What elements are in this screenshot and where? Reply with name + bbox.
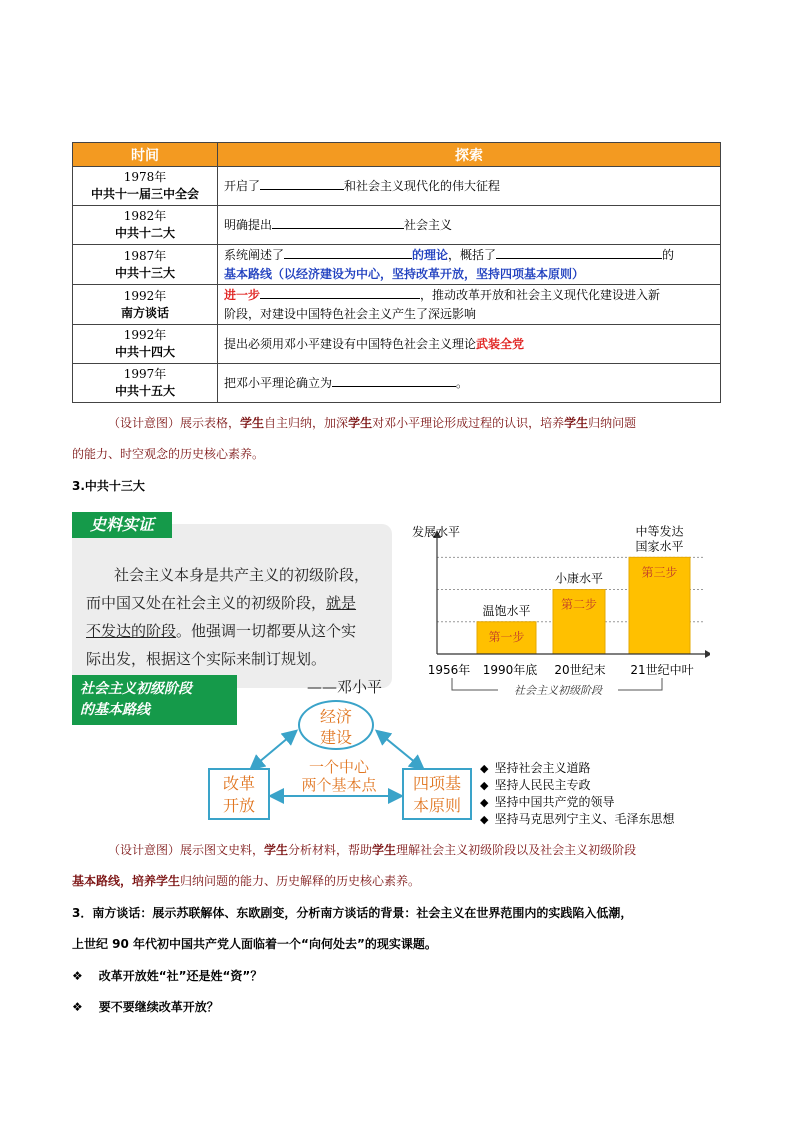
x-tick-label: 21世纪中叶 xyxy=(630,663,694,677)
economic-construction-oval xyxy=(298,700,374,750)
section-text: 3．南方谈话：展示苏联解体、东欧剧变，分析南方谈话的背景：社会主义在世界范围内的实践陷入低潮， xyxy=(72,906,633,920)
bracket-label: 社会主义初级阶段 xyxy=(514,684,602,697)
year-text: 1992年 xyxy=(123,288,167,303)
cell-text: 。 xyxy=(456,376,469,390)
chart-bars xyxy=(477,523,690,654)
cell-text: 的 xyxy=(662,248,675,262)
org-text: 中共十二大 xyxy=(114,226,175,240)
quote-line: 社会主义本身是共产主义的初级阶段， xyxy=(114,566,370,584)
table-row xyxy=(73,206,721,245)
level-name: 中等发达 xyxy=(635,524,684,539)
intent-text: 学生 xyxy=(264,843,289,857)
intent-text: 基本路线，培养 xyxy=(72,874,157,888)
intent-text: 学生 xyxy=(156,874,181,888)
principles-list xyxy=(480,760,674,828)
exploration-cell xyxy=(218,364,721,403)
fill-blank[interactable] xyxy=(496,245,662,259)
list-item: ◆ 坚持中国共产党的领导 xyxy=(480,794,674,811)
year-text: 1992年 xyxy=(123,328,167,342)
oval-text: 经济 xyxy=(319,707,352,726)
intent-text: 分析材料，帮助 xyxy=(288,843,373,857)
fill-blank[interactable] xyxy=(272,215,404,229)
intent-text: 学生 xyxy=(240,416,265,430)
exploration-table xyxy=(72,142,721,403)
year-text: 1997年 xyxy=(123,367,167,381)
box-text: 四项基 xyxy=(412,774,461,793)
cell-text: 明确提出 xyxy=(224,218,273,232)
cell-text: 阶段，对建设中国特色社会主义产生了深远影响 xyxy=(224,307,477,321)
x-tick-label: 1956年 xyxy=(427,663,471,677)
exploration-cell xyxy=(218,285,721,325)
box-text: 开放 xyxy=(222,796,255,815)
cell-text-blue: 基本路线（以经济建设为中心，坚持改革开放，坚持四项基本原则） xyxy=(224,267,585,281)
fill-blank[interactable] xyxy=(332,373,456,387)
four-principles-box xyxy=(402,768,472,820)
cell-text-red: 武装全党 xyxy=(476,336,525,351)
exploration-cell xyxy=(218,206,721,245)
list-item: ◆ 坚持人民民主专政 xyxy=(480,777,674,794)
box-text: 改革 xyxy=(222,774,255,793)
cell-text: 社会主义 xyxy=(404,218,453,232)
table-header-row xyxy=(73,143,721,167)
fill-blank[interactable] xyxy=(284,245,412,259)
cell-text-red: 进一步 xyxy=(224,288,261,302)
quote-underlined: 就是 xyxy=(326,594,357,612)
cell-text: 和社会主义现代化的伟大征程 xyxy=(344,179,501,193)
year-text: 1987年 xyxy=(123,248,167,263)
table-row xyxy=(73,245,721,285)
x-axis-arrow xyxy=(705,650,710,658)
quote-line: 际出发，根据这个实际来制订规划。 xyxy=(86,650,327,668)
section-text: 上世纪 90 年代初中国共产党人面临着一个“向何处去”的现实课题。 xyxy=(72,937,437,951)
quote-line: 。他强调一切都要从这个实 xyxy=(176,622,357,640)
cell-text: 系统阐述了 xyxy=(224,248,285,262)
box-text: 本原则 xyxy=(412,796,461,815)
oval-text: 建设 xyxy=(319,728,352,747)
level-name: 国家水平 xyxy=(635,539,684,554)
step-label: 第一步 xyxy=(488,629,525,644)
reform-opening-box xyxy=(208,768,270,820)
question-text: 要不要继续改革开放？ xyxy=(98,1000,219,1014)
time-cell xyxy=(73,245,218,285)
time-cell xyxy=(73,167,218,206)
exploration-cell xyxy=(218,245,721,285)
intent-text: （设计意图）展示图文史料， xyxy=(108,843,265,857)
tag-line: 社会主义初级阶段 xyxy=(80,681,192,697)
time-cell xyxy=(73,285,218,325)
tag-line: 的基本路线 xyxy=(80,702,150,718)
cell-text: 把邓小平理论确立为 xyxy=(224,376,333,390)
table-row xyxy=(73,325,721,364)
cell-text-blue: 的理论 xyxy=(412,248,449,262)
intent-text: 归纳问题 xyxy=(588,416,637,430)
intent-text: 展示表格， xyxy=(180,416,241,430)
table-row xyxy=(73,364,721,403)
development-chart xyxy=(400,516,710,706)
fill-blank[interactable] xyxy=(260,176,344,190)
header-time: 时间 xyxy=(73,143,218,167)
y-axis-label: 发展水平 xyxy=(412,525,461,539)
level-name: 温饱水平 xyxy=(482,603,531,618)
question-item xyxy=(72,967,262,984)
intent-text: 理解社会主义初级阶段以及社会主义初级阶段 xyxy=(396,843,637,857)
cell-text: ，概括了 xyxy=(448,248,497,262)
southern-talk-section xyxy=(72,898,732,960)
quote-author: ——邓小平 xyxy=(306,678,382,696)
diamond-bullet-icon: ❖ xyxy=(72,969,83,983)
time-cell xyxy=(73,206,218,245)
org-text: 中共十四大 xyxy=(114,345,175,359)
table-row xyxy=(73,285,721,325)
step-label: 第三步 xyxy=(641,565,678,580)
year-text: 1982年 xyxy=(123,209,167,223)
intent-label: （设计意图） xyxy=(108,416,181,430)
org-text: 中共十五大 xyxy=(114,384,175,398)
x-axis-labels xyxy=(428,662,694,677)
center-points-label xyxy=(282,758,396,794)
diamond-bullet-icon: ❖ xyxy=(72,1000,83,1014)
design-intent-2 xyxy=(72,835,732,897)
org-text: 中共十三大 xyxy=(114,265,175,280)
x-tick-label: 20世纪末 xyxy=(554,663,606,677)
question-item xyxy=(72,998,219,1015)
cell-text: ，推动改革开放和社会主义现代化建设进入新 xyxy=(420,288,661,302)
intent-text: 学生 xyxy=(372,843,397,857)
quote-line: 而中国又处在社会主义的初级阶段， xyxy=(86,594,327,612)
x-tick-label: 1990年底 xyxy=(482,663,538,677)
list-item: ◆ 坚持社会主义道路 xyxy=(480,760,674,777)
intent-text: 学生 xyxy=(564,416,589,430)
header-exploration: 探索 xyxy=(218,143,721,167)
list-item: ◆ 坚持马克思列宁主义、毛泽东思想 xyxy=(480,811,674,828)
evidence-tag: 史料实证 xyxy=(72,512,172,538)
exploration-cell xyxy=(218,167,721,206)
intent-text: 自主归纳，加深 xyxy=(264,416,349,430)
intent-text: 的能力、时空观念的历史核心素养。 xyxy=(72,447,265,461)
level-name: 小康水平 xyxy=(554,571,604,586)
cell-text: 提出必须用邓小平建设有中国特色社会主义理论 xyxy=(224,336,477,351)
step-label: 第二步 xyxy=(560,597,598,612)
table-row xyxy=(73,167,721,206)
intent-text: 对邓小平理论形成过程的认识，培养 xyxy=(372,416,565,430)
year-text: 1978年 xyxy=(123,170,167,184)
org-text: 中共十一届三中全会 xyxy=(90,187,199,201)
org-text: 南方谈话 xyxy=(120,305,169,320)
section-title: 3.中共十三大 xyxy=(72,479,145,493)
exploration-cell xyxy=(218,325,721,364)
intent-text: 学生 xyxy=(348,416,373,430)
cell-text: 开启了 xyxy=(224,179,261,193)
label-line: 一个中心 xyxy=(308,758,369,776)
intent-text: 归纳问题的能力、历史解释的历史核心素养。 xyxy=(180,874,421,888)
fill-blank[interactable] xyxy=(260,285,420,299)
time-cell xyxy=(73,325,218,364)
label-line: 两个基本点 xyxy=(301,776,377,794)
quote-underlined: 不发达的阶段 xyxy=(86,622,177,640)
time-cell xyxy=(73,364,218,403)
design-intent-1 xyxy=(72,408,732,470)
question-text: 改革开放姓“社”还是姓“资”？ xyxy=(98,969,263,983)
